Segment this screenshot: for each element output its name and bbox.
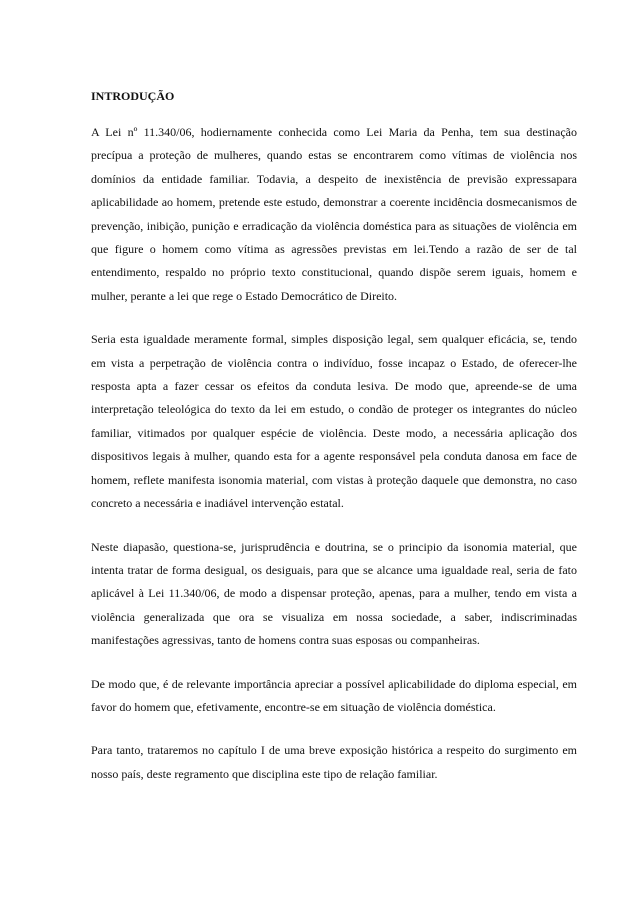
paragraph-2: Seria esta igualdade meramente formal, simples disposição legal, sem qualquer eficácia, se, tendo em vista a perpetração de violência contra o indivíduo, fosse incapaz o Estado, de oferecer-lhe resposta apta a fazer cessar os efeitos da conduta lesiva. De modo que, apreende-se de uma interpretação teleológica do texto da lei em estudo, o condão de proteger os integrantes do núcleo familiar, vitimados por qualquer espécie de violência. Deste modo, a necessária aplicação dos dispositivos legais à mulher, quando esta for a agente responsável pela conduta danosa em face de homem, reflete manifesta isonomia material, com vistas à proteção daquele que demonstra, no caso concreto a necessária e inadiável intervenção estatal. [91, 332, 577, 511]
document-page [91, 88, 577, 786]
paragraph-3: Neste diapasão, questiona-se, jurisprudência e doutrina, se o principio da isonomia material, que intenta tratar de forma desigual, os desiguais, para que se alcance uma igualdade real, seria de fato aplicável à Lei 11.340/06, de modo a dispensar proteção, apenas, para a mulher, tendo em vista a violência generalizada que ora se visualiza em nossa sociedade, a saber, indiscriminadas manifestações agressivas, tanto de homens contra suas esposas ou companheiras. [91, 539, 577, 648]
paragraph-5: Para tanto, trataremos no capítulo I de uma breve exposição histórica a respeito do surgimento em nosso país, deste regramento que disciplina este tipo de relação familiar. [91, 743, 577, 781]
paragraph-1: A Lei nº 11.340/06, hodiernamente conhecida como Lei Maria da Penha, tem sua destinação precípua a proteção de mulheres, quando estas se encontrarem como vítimas de violência nos domínios da entidade familiar. Todavia, a despeito de inexistência de previsão expressapara aplicabilidade ao homem, pretende este estudo, demonstrar a coerente incidência dosmecanismos de prevenção, inibição, punição e erradicação da violência doméstica para as situações de violência em que figure o homem como vítima as agressões previstas em lei.Tendo a razão de ser de tal entendimento, respaldo no próprio texto constitucional, quando dispõe serem iguais, homem e mulher, perante a lei que rege o Estado Democrático de Direito. [91, 125, 577, 303]
section-heading: INTRODUÇÃO [91, 89, 175, 103]
paragraph-4: De modo que, é de relevante importância apreciar a possível aplicabilidade do diploma especial, em favor do homem que, efetivamente, encontre-se em situação de violência doméstica. [91, 676, 577, 714]
